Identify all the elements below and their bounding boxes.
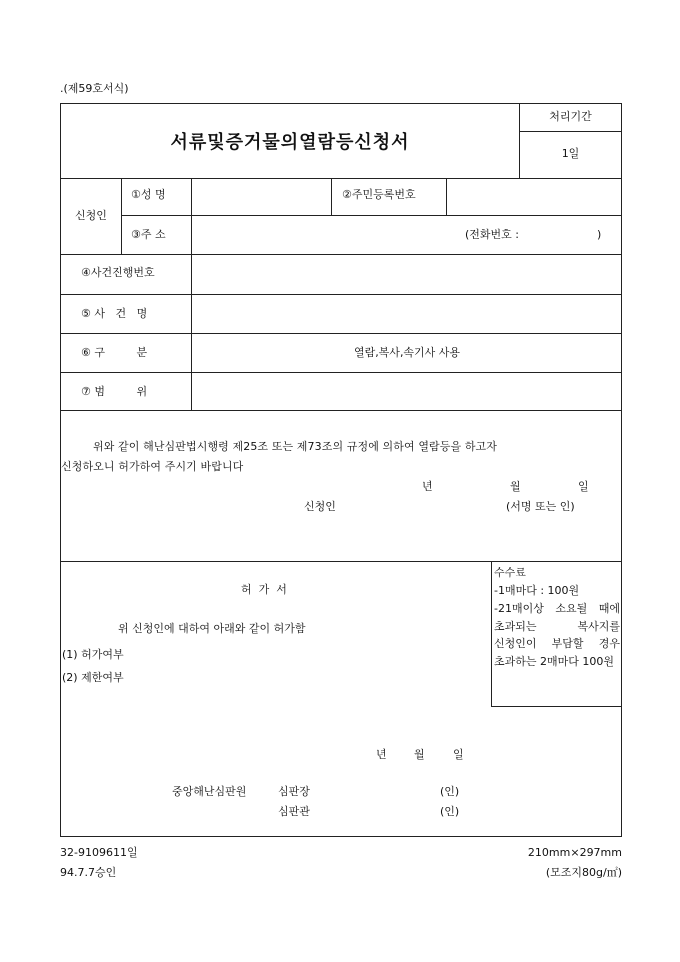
footer-left-1: 32-9109611일	[60, 846, 138, 859]
applicant-group-label: 신청인	[75, 209, 107, 222]
category-value: 열람,복사,속기사 사용	[353, 346, 461, 359]
judge-seal: (인)	[440, 805, 460, 818]
statement-day: 일	[578, 480, 589, 493]
permit-title: 허 가 서	[241, 583, 287, 596]
statement-year: 년	[422, 480, 433, 493]
permit-year: 년	[376, 748, 387, 761]
page-title: 서류및증거물의열람등신청서	[170, 132, 410, 153]
phone-label: (전화번호 :	[465, 228, 519, 241]
name-label: ①성 명	[131, 188, 166, 201]
resident-number-label: ②주민등록번호	[342, 188, 416, 201]
divider	[60, 178, 622, 179]
processing-period-value: 1일	[561, 147, 580, 160]
case-number-label: ④사건진행번호	[81, 266, 155, 279]
fee-line-2: -21매이상 소요될 때에 초과되는 복사지를 신청인이 부담할 경우 초과하는 2매마다 100원	[494, 602, 620, 668]
divider	[60, 333, 622, 334]
fee-line-1: -1매마다 : 100원	[494, 584, 580, 597]
chief-judge-label: 심판장	[278, 785, 310, 798]
permit-sentence: 위 신청인에 대하여 아래와 같이 허가함	[118, 622, 306, 635]
divider	[121, 215, 622, 216]
phone-close: )	[597, 228, 602, 241]
divider	[60, 294, 622, 295]
signature-label: (서명 또는 인)	[506, 500, 575, 513]
footer-left-2: 94.7.7승인	[60, 866, 117, 879]
divider	[331, 178, 332, 215]
divider	[519, 131, 622, 132]
statement-applicant-label: 신청인	[304, 500, 336, 513]
permit-day: 일	[453, 748, 464, 761]
divider	[60, 372, 622, 373]
category-label: ⑥ 구 분	[81, 346, 148, 359]
agency-name: 중앙해난심판원	[172, 785, 247, 798]
form-number: .(제59호서식)	[60, 82, 129, 95]
divider	[446, 178, 447, 215]
divider	[60, 410, 622, 411]
permit-month: 월	[414, 748, 425, 761]
chief-seal: (인)	[440, 785, 460, 798]
divider	[121, 178, 122, 254]
statement-line-2: 신청하오니 허가하여 주시기 바랍니다	[61, 460, 244, 473]
fee-title: 수수료	[494, 566, 526, 579]
case-name-label: ⑤ 사 건 명	[81, 307, 148, 320]
permit-item-2: (2) 제한여부	[62, 671, 124, 684]
judge-label: 심판관	[278, 805, 310, 818]
footer-right-2: (모조지80g/㎡)	[545, 866, 622, 879]
processing-period-label: 처리기간	[549, 110, 592, 123]
statement-line-1: 위와 같이 해난심판법시행령 제25조 또는 제73조의 규정에 의하여 열람등을 하고자	[93, 440, 497, 453]
address-label: ③주 소	[131, 228, 166, 241]
footer-right-1: 210mm×297mm	[527, 846, 622, 859]
permit-item-1: (1) 허가여부	[62, 648, 124, 661]
scope-label: ⑦ 범 위	[81, 385, 148, 398]
statement-month: 월	[510, 480, 521, 493]
divider	[60, 254, 622, 255]
